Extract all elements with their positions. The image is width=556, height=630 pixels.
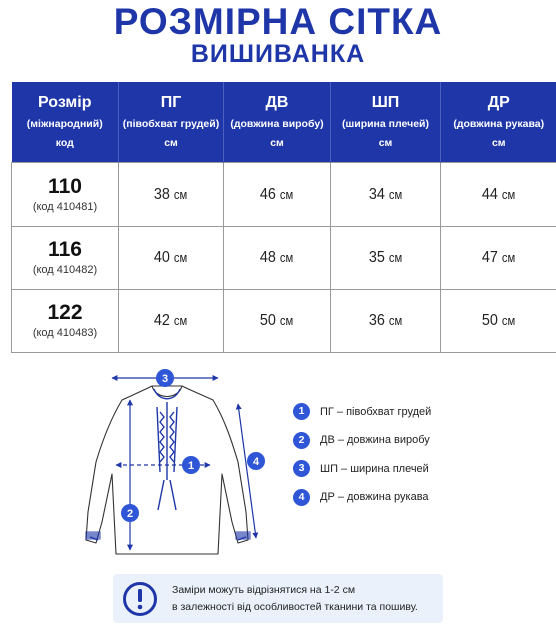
dr-value: 47: [481, 249, 498, 266]
svg-text:1: 1: [187, 460, 195, 472]
dr-cell: [441, 290, 556, 353]
header-dv: [224, 82, 331, 163]
page-title: РОЗМІРНА СІТКА: [113, 1, 443, 42]
legend-item: [293, 488, 543, 507]
dv-value: 50: [260, 312, 277, 329]
header-dr-unit: см: [491, 137, 506, 149]
note-text: [172, 582, 418, 616]
pg-value: 38: [154, 185, 171, 203]
dr-value: 44: [481, 185, 498, 203]
shp-value: 35: [368, 249, 385, 266]
pg-value: 40: [154, 249, 171, 266]
dv-cell: [224, 227, 331, 290]
unit-label: см: [501, 187, 516, 202]
note-line-1: Заміри можуть відрізнятися на 1-2 см: [172, 583, 356, 596]
shp-cell: [331, 290, 441, 353]
dr-cell: [441, 227, 556, 290]
number-badge: 3: [293, 460, 310, 477]
marker-3: [156, 369, 174, 387]
number-badge: 2: [293, 432, 310, 449]
marker-2: [121, 504, 139, 522]
pg-cell: [119, 290, 224, 353]
svg-text:3: 3: [161, 373, 169, 385]
header-pg-unit: см: [164, 137, 178, 149]
header-shp-unit: см: [378, 137, 393, 149]
note-line-2: в залежності від особливостей тканини та пошиву.: [172, 600, 418, 613]
dv-cell: [224, 163, 331, 227]
svg-text:4: 4: [252, 456, 260, 468]
header-dr: [441, 82, 556, 163]
legend-label: ДР – довжина рукава: [320, 491, 429, 503]
unit-label: см: [174, 187, 188, 202]
number-badge: 4: [293, 489, 310, 506]
legend-label: ШП – ширина плечей: [320, 462, 429, 475]
table-row: [12, 163, 556, 227]
measurement-legend: [293, 402, 543, 516]
dv-value: 46: [260, 185, 277, 203]
header-shp-sub: (ширина плечей): [341, 118, 429, 130]
size-code: (код 410482): [32, 264, 98, 276]
size-table: [11, 82, 556, 353]
number-badge: 1: [293, 403, 310, 420]
size-value: 116: [48, 238, 82, 261]
size-cell: [12, 163, 119, 227]
header-pg: [119, 82, 224, 163]
unit-label: см: [501, 251, 516, 265]
page-subtitle: ВИШИВАНКА: [190, 40, 366, 68]
legend-item: [293, 431, 543, 450]
pg-value: 42: [154, 312, 171, 329]
unit-label: см: [280, 314, 294, 328]
shp-cell: [331, 163, 441, 227]
header-size-sub: (міжнародний): [26, 118, 103, 130]
size-value: 122: [47, 301, 83, 324]
header-shp-label: ШП: [371, 94, 400, 111]
shp-cell: [331, 227, 441, 290]
header-shp: [331, 82, 441, 163]
unit-label: см: [174, 251, 188, 265]
unit-label: см: [501, 314, 516, 328]
exclamation-icon: [122, 581, 158, 617]
legend-label: ДВ – довжина виробу: [320, 434, 430, 446]
legend-item: [293, 402, 543, 421]
shirt-diagram: [60, 362, 290, 562]
dr-value: 50: [481, 312, 498, 329]
shp-value: 34: [368, 185, 385, 203]
dr-cell: [441, 163, 556, 227]
header-dv-sub: (довжина виробу): [230, 118, 324, 130]
size-code: (код 410483): [32, 327, 98, 339]
unit-label: см: [280, 187, 294, 202]
unit-label: см: [388, 314, 403, 328]
header-dr-sub: (довжина рукава): [453, 118, 545, 130]
size-cell: [12, 290, 119, 353]
header-pg-sub: (півобхват грудей): [122, 118, 220, 130]
header-dv-unit: см: [270, 137, 284, 149]
unit-label: см: [388, 251, 403, 265]
table-row: [12, 290, 556, 353]
svg-text:2: 2: [126, 508, 134, 520]
header-dr-label: ДР: [487, 94, 510, 111]
pg-cell: [119, 227, 224, 290]
measurement-note: [113, 574, 443, 623]
size-code: (код 410481): [32, 200, 98, 213]
dv-cell: [224, 290, 331, 353]
header-size: [12, 82, 119, 163]
marker-4: [247, 452, 265, 470]
header-size-label: Розмір: [38, 94, 92, 111]
header-pg-label: ПГ: [160, 94, 182, 111]
legend-label: ПГ – півобхват грудей: [320, 405, 432, 418]
header-size-unit: код: [55, 137, 74, 149]
size-cell: [12, 227, 119, 290]
pg-cell: [119, 163, 224, 227]
legend-item: [293, 459, 543, 478]
unit-label: см: [280, 251, 294, 265]
unit-label: см: [174, 314, 188, 328]
size-value: 110: [48, 174, 82, 198]
header-dv-label: ДВ: [265, 94, 289, 111]
dv-value: 48: [260, 249, 277, 266]
unit-label: см: [388, 187, 403, 202]
marker-1: [182, 456, 200, 474]
shp-value: 36: [368, 312, 385, 329]
table-row: [12, 227, 556, 290]
table-header-row: [12, 82, 556, 163]
